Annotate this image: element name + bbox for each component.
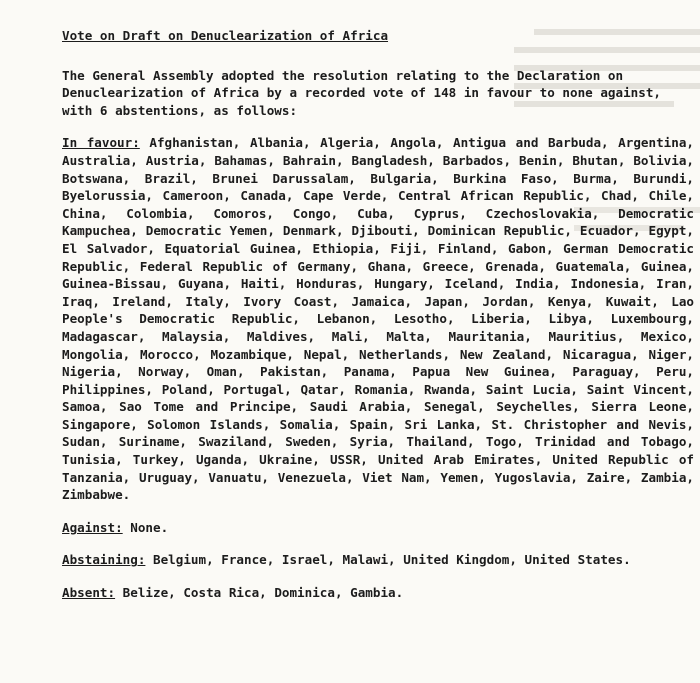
in-favour-list: Afghanistan, Albania, Algeria, Angola, Antigua and Barbuda, Argentina, Australia, Austria, Bahamas, Bahrain, Bangladesh, Barbados, Benin, Bhutan, Bolivia, Botswana, Brazil, Brunei Darussalam, Bulgaria, Burkina Faso, Burma, Burundi, Byelorussia, Cameroon, Canada, Cape Verde, Central African Republic, Chad, Chile, China, Colombia, Comoros, Congo, Cuba, Cyprus, Czechoslovakia, Democratic Kampuchea, Democratic Yemen, Denmark, Djibouti, Dominican Republic, Ecuador, Egypt, El Salvador, Equatorial Guinea, Ethiopia, Fiji, Finland, Gabon, German Democratic Republic, Federal Republic of Germany, Ghana, Greece, Grenada, Guatemala, Guinea, Guinea-Bissau, Guyana, Haiti, Honduras, Hungary, Iceland, India, Indonesia, Iran, Iraq, Ireland, Italy, Ivory Coast, Jamaica, Japan, Jordan, Kenya, Kuwait, Lao People's Democratic Republic, Lebanon, Lesotho, Liberia, Libya, Luxembourg, Madagascar, Malaysia, Maldives, Mali, Malta, Mauritania, Mauritius, Mexico, Mongolia, Morocco, Mozambique, Nepal, Netherlands, New Zealand, Nicaragua, Niger, Nigeria, Norway, Oman, Pakistan, Panama, Papua New Guinea, Paraguay, Peru, Philippines, Poland, Portugal, Qatar, Romania, Rwanda, Saint Lucia, Saint Vincent, Samoa, Sao Tome and Principe, Saudi Arabia, Senegal, Seychelles, Sierra Leone, Singapore, Solomon Islands, Somalia, Spain, Sri Lanka, St. Christopher and Nevis, Sudan, Suriname, Swaziland, Sweden, Syria, Thailand, Togo, Trinidad and Tobago, Tunisia, Turkey, Uganda, Ukraine, USSR, United Arab Emirates, United Republic of Tanzania, Uruguay, Vanuatu, Venezuela, Viet Nam, Yemen, Yugoslavia, Zaire, Zambia, Zimbabwe.	[62, 135, 695, 503]
intro-paragraph: The General Assembly adopted the resolution relating to the Declaration on Denuclearization of Africa by a recorded vote of 148 in favour to none against, with 6 abstentions, as follows:	[62, 67, 661, 118]
against-label: Against:	[62, 519, 123, 535]
in-favour-label: In favour:	[62, 135, 140, 151]
document-page	[62, 27, 694, 617]
against-list: None.	[130, 519, 169, 535]
absent-list: Belize, Costa Rica, Dominica, Gambia.	[122, 585, 404, 601]
against-section	[62, 519, 694, 537]
abstaining-section	[62, 551, 694, 569]
in-favour-section	[62, 134, 694, 503]
document-heading: Vote on Draft on Denuclearization of Africa	[62, 28, 389, 43]
abstaining-label: Abstaining:	[62, 552, 146, 568]
absent-label: Absent:	[62, 585, 116, 601]
abstaining-list: Belgium, France, Israel, Malawi, United Kingdom, United States.	[153, 552, 631, 568]
absent-section	[62, 584, 694, 602]
